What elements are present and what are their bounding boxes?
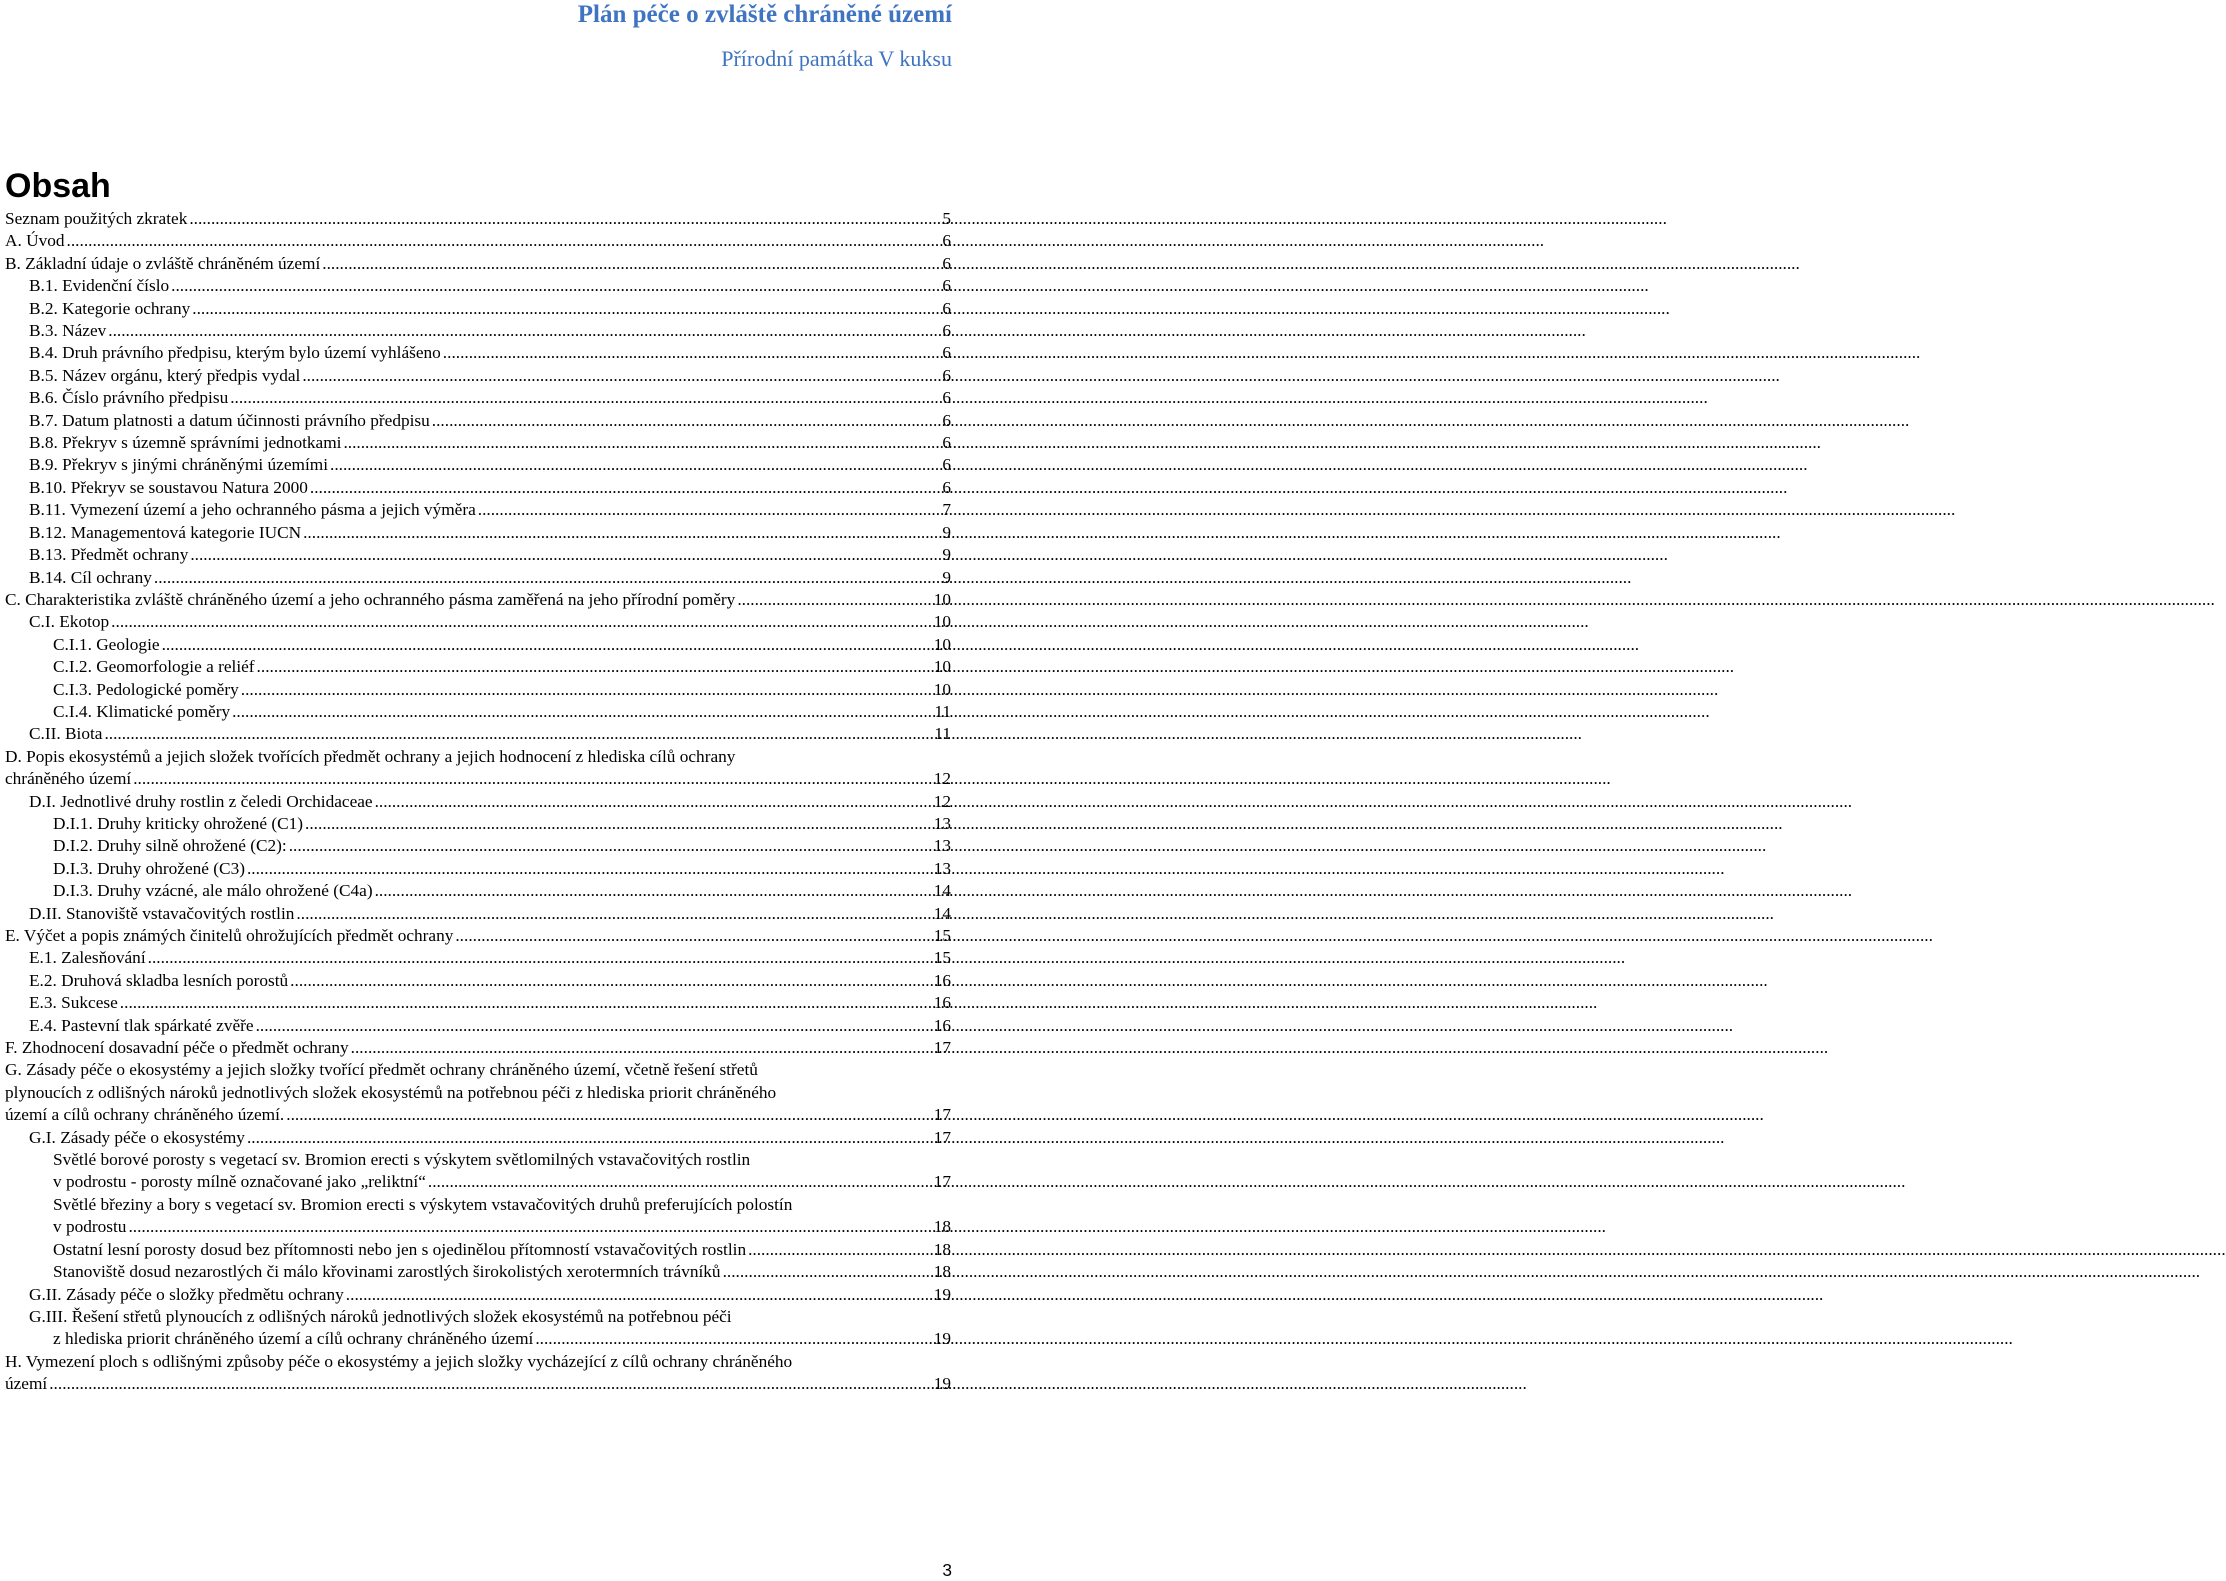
toc-entry-title: území a cílů ochrany chráněného území. [5, 1105, 285, 1125]
toc-entry-title: B.7. Datum platnosti a datum účinnosti právního předpisu [29, 410, 430, 430]
toc-entry[interactable] [5, 634, 951, 656]
table-of-contents [5, 208, 951, 1396]
toc-entry-page: 11 [934, 724, 951, 744]
dot-leader [241, 679, 932, 701]
dot-leader [303, 522, 940, 544]
toc-entry-page: 6 [942, 231, 951, 251]
toc-entry-title: A. Úvod [5, 231, 65, 251]
toc-entry[interactable] [5, 253, 951, 275]
toc-entry-title: Stanoviště dosud nezarostlých či málo křovinami zarostlých širokolistých xerotermních trávníků [53, 1262, 721, 1282]
dot-leader [290, 970, 932, 992]
dot-leader [256, 1015, 932, 1037]
toc-entry-title: F. Zhodnocení dosavadní péče o předmět ochrany [5, 1038, 349, 1058]
dot-leader [737, 589, 931, 611]
toc-entry-page: 15 [933, 926, 951, 945]
toc-entry-line: Světlé borové porosty s vegetací sv. Bromion erecti s výskytem světlomilných vstavačovitých rostlin [53, 1150, 751, 1170]
toc-entry-page: 18 [933, 1262, 951, 1282]
dot-leader [443, 342, 941, 364]
toc-entry-page: 17 [933, 1127, 951, 1147]
toc-entry-page: 6 [942, 455, 951, 475]
dot-leader [247, 1127, 932, 1149]
dot-leader [351, 1037, 932, 1059]
toc-entry[interactable] [5, 925, 951, 947]
dot-leader [192, 298, 940, 320]
toc-entry[interactable] [5, 611, 951, 633]
dot-leader [128, 1216, 931, 1238]
toc-entry-title: D.I.3. Druhy ohrožené (C3) [53, 858, 245, 878]
toc-entry-title: chráněného území [5, 769, 132, 789]
dot-leader [148, 947, 932, 969]
toc-entry-title: G.I. Zásady péče o ekosystémy [29, 1127, 245, 1147]
toc-entry[interactable] [5, 947, 951, 969]
toc-entry-page: 6 [942, 321, 951, 341]
toc-entry-page: 12 [933, 769, 951, 789]
dot-leader [104, 723, 932, 745]
toc-entry-page: 14 [933, 903, 951, 923]
toc-entry-title: D.I.3. Druhy vzácné, ale málo ohrožené (C4a) [53, 881, 373, 901]
toc-entry-page: 11 [934, 701, 951, 721]
toc-entry[interactable] [5, 544, 951, 566]
toc-entry-page: 13 [933, 836, 951, 856]
toc-entry-title: B.9. Překryv s jinými chráněnými územími [29, 455, 329, 475]
dot-leader [305, 813, 932, 835]
toc-entry-line: H. Vymezení ploch s odlišnými způsoby péče o ekosystémy a jejich složky vycházející z cílů ochrany chráněného [5, 1351, 793, 1371]
toc-entry[interactable] [5, 342, 951, 364]
toc-entry[interactable] [5, 230, 951, 252]
toc-entry-title: C.I.2. Geomorfologie a reliéf [53, 657, 255, 677]
toc-entry[interactable] [5, 432, 951, 454]
toc-entry-line: plynoucích z odlišných nároků jednotlivých složek ekosystémů na potřebnou péči z hlediska priorit chráněného [5, 1082, 777, 1102]
toc-entry[interactable] [5, 522, 951, 544]
toc-entry[interactable] [5, 835, 951, 857]
toc-entry[interactable] [5, 365, 951, 387]
toc-entry[interactable] [5, 1127, 951, 1149]
dot-leader [171, 275, 940, 297]
toc-entry-page: 19 [933, 1374, 951, 1394]
toc-entry[interactable] [5, 1351, 951, 1396]
toc-entry-title: B.5. Název orgánu, který předpis vydal [29, 365, 301, 385]
toc-entry-page: 17 [933, 1038, 951, 1058]
toc-entry-title: C.II. Biota [29, 724, 103, 744]
toc-entry-title: B.3. Název [29, 321, 107, 341]
dot-leader [432, 410, 941, 432]
dot-leader [330, 454, 940, 476]
toc-entry-title: E.1. Zalesňování [29, 948, 146, 968]
toc-entry-page: 6 [942, 388, 951, 408]
toc-entry[interactable] [5, 746, 951, 791]
toc-entry-page: 19 [933, 1329, 951, 1349]
toc-entry-line: D. Popis ekosystémů a jejich složek tvořících předmět ochrany a jejich hodnocení z hlediska cílů ochrany [5, 746, 736, 766]
dot-leader [111, 611, 932, 633]
dot-leader [154, 567, 940, 589]
toc-entry-title: E.4. Pastevní tlak spárkaté zvěře [29, 1015, 254, 1035]
toc-entry-title: v podrostu [53, 1217, 127, 1237]
dot-leader [310, 477, 940, 499]
dot-leader [162, 634, 932, 656]
toc-entry-page: 10 [933, 657, 951, 677]
toc-entry-title: C. Charakteristika zvláště chráněného území a jeho ochranného pásma zaměřená na jeho přírodní poměry [5, 589, 736, 609]
dot-leader [346, 1284, 932, 1306]
toc-entry-title: B.13. Předmět ochrany [29, 545, 189, 565]
toc-entry-title: území [5, 1374, 48, 1394]
toc-entry[interactable] [5, 477, 951, 499]
toc-entry[interactable] [5, 410, 951, 432]
toc-entry-page: 9 [942, 545, 951, 565]
dot-leader [375, 880, 932, 902]
dot-leader [535, 1328, 931, 1350]
toc-entry-title: D.I.1. Druhy kriticky ohrožené (C1) [53, 813, 304, 833]
dot-leader [247, 858, 932, 880]
dot-leader [286, 1104, 931, 1126]
toc-entry[interactable] [5, 813, 951, 835]
toc-entry[interactable] [5, 1306, 951, 1351]
dot-leader [232, 701, 932, 723]
toc-entry-page: 6 [942, 276, 951, 296]
dot-leader [49, 1373, 931, 1395]
toc-entry[interactable] [5, 567, 951, 589]
dot-leader [108, 320, 940, 342]
dot-leader [748, 1239, 932, 1261]
toc-entry[interactable] [5, 1239, 951, 1261]
dot-leader [133, 768, 932, 790]
toc-entry-title: z hlediska priorit chráněného území a cílů ochrany chráněného území [53, 1329, 534, 1349]
dot-leader [375, 791, 932, 813]
toc-heading: Obsah [5, 167, 111, 205]
toc-entry-title: B.14. Cíl ochrany [29, 567, 152, 587]
toc-entry[interactable] [5, 970, 951, 992]
toc-entry-page: 6 [942, 433, 951, 453]
dot-leader [455, 925, 931, 947]
dot-leader [322, 253, 940, 275]
toc-entry-page: 10 [933, 612, 951, 632]
dot-leader [723, 1261, 932, 1283]
page-number: 3 [942, 1560, 952, 1580]
toc-entry-line: G. Zásady péče o ekosystémy a jejich složky tvořící předmět ochrany chráněného území, včetně řešení střetů [5, 1060, 758, 1080]
toc-entry-line: G.III. Řešení střetů plynoucích z odlišných nároků jednotlivých složek ekosystémů na potřebnou péči [29, 1306, 732, 1326]
toc-entry-page: 7 [942, 500, 951, 520]
toc-entry-title: D.I.2. Druhy silně ohrožené (C2): [53, 836, 287, 856]
toc-entry[interactable] [5, 1261, 951, 1283]
toc-entry-page: 14 [933, 881, 951, 901]
toc-entry[interactable] [5, 656, 951, 678]
dot-leader [289, 835, 932, 857]
toc-entry[interactable] [5, 1284, 951, 1306]
toc-entry[interactable] [5, 320, 951, 342]
toc-entry[interactable] [5, 903, 951, 925]
dot-leader [302, 365, 940, 387]
toc-entry[interactable] [5, 589, 951, 611]
dot-leader [190, 544, 940, 566]
toc-entry-title: v podrostu - porosty mílně označované jako „reliktní“ [53, 1172, 426, 1192]
toc-entry-page: 6 [942, 477, 951, 497]
toc-entry[interactable] [5, 723, 951, 745]
dot-leader [257, 656, 932, 678]
toc-entry-page: 6 [942, 253, 951, 273]
toc-entry-line: Světlé březiny a bory s vegetací sv. Bromion erecti s výskytem vstavačovitých druhů preferujících polostín [53, 1194, 793, 1214]
document-subtitle: Přírodní památka V kuksu [721, 46, 952, 71]
dot-leader [230, 387, 940, 409]
document-title: Plán péče o zvláště chráněné území [577, 1, 952, 28]
toc-entry-page: 18 [933, 1217, 951, 1237]
toc-entry-page: 12 [933, 791, 951, 811]
toc-entry[interactable] [5, 679, 951, 701]
toc-entry-page: 17 [933, 1172, 951, 1192]
toc-entry-page: 6 [942, 298, 951, 318]
dot-leader [189, 208, 940, 230]
toc-entry[interactable] [5, 387, 951, 409]
toc-entry-page: 13 [933, 858, 951, 878]
toc-entry-page: 10 [933, 679, 951, 699]
toc-entry[interactable] [5, 1194, 951, 1239]
toc-entry[interactable] [5, 1149, 951, 1194]
toc-entry-page: 6 [942, 410, 951, 430]
toc-entry-title: C.I.3. Pedologické poměry [53, 679, 239, 699]
page-header [578, 0, 952, 72]
toc-entry-page: 15 [933, 948, 951, 968]
dot-leader [296, 903, 931, 925]
toc-entry-page: 9 [942, 567, 951, 587]
toc-entry[interactable] [5, 1037, 951, 1059]
toc-entry-page: 10 [933, 634, 951, 654]
toc-entry-title: G.II. Zásady péče o složky předmětu ochrany [29, 1284, 344, 1304]
toc-entry-page: 6 [942, 343, 951, 363]
toc-entry[interactable] [5, 454, 951, 476]
dot-leader [67, 230, 941, 252]
toc-entry-page: 9 [942, 522, 951, 542]
toc-entry-page: 19 [933, 1284, 951, 1304]
toc-entry-page: 10 [933, 589, 951, 609]
toc-entry-page: 6 [942, 365, 951, 385]
toc-entry-title: B. Základní údaje o zvláště chráněném území [5, 253, 321, 273]
toc-entry-title: E.3. Sukcese [29, 993, 118, 1013]
toc-entry-title: C.I.1. Geologie [53, 634, 160, 654]
toc-entry-title: D.II. Stanoviště vstavačovitých rostlin [29, 903, 295, 923]
toc-entry[interactable] [5, 499, 951, 521]
toc-entry[interactable] [5, 275, 951, 297]
toc-entry-page: 16 [933, 1015, 951, 1035]
toc-entry-title: Seznam použitých zkratek [5, 209, 188, 228]
toc-entry-title: B.2. Kategorie ochrany [29, 298, 191, 318]
toc-entry-page: 5 [942, 209, 951, 228]
toc-entry[interactable] [5, 208, 951, 230]
toc-entry[interactable] [5, 1059, 951, 1126]
toc-entry[interactable] [5, 701, 951, 723]
toc-entry-page: 16 [933, 970, 951, 990]
toc-entry[interactable] [5, 858, 951, 880]
toc-entry-title: C.I.4. Klimatické poměry [53, 701, 231, 721]
toc-entry-page: 17 [933, 1105, 951, 1125]
toc-entry-page: 18 [933, 1239, 951, 1259]
toc-entry[interactable] [5, 791, 951, 813]
toc-entry-title: B.11. Vymezení území a jeho ochranného pásma a jejich výměra [29, 500, 476, 520]
toc-entry-title: E.2. Druhová skladba lesních porostů [29, 970, 289, 990]
dot-leader [428, 1171, 932, 1193]
toc-entry[interactable] [5, 1015, 951, 1037]
toc-entry-title: C.I. Ekotop [29, 612, 110, 632]
toc-entry-title: B.1. Evidenční číslo [29, 276, 170, 296]
dot-leader [343, 432, 940, 454]
toc-entry-title: Ostatní lesní porosty dosud bez přítomnosti nebo jen s ojedinělou přítomností vstavačovitých rostlin [53, 1239, 747, 1259]
toc-entry-title: D.I. Jednotlivé druhy rostlin z čeledi Orchidaceae [29, 791, 373, 811]
toc-entry-title: B.10. Překryv se soustavou Natura 2000 [29, 477, 308, 497]
toc-entry-title: B.8. Překryv s územně správními jednotkami [29, 433, 342, 453]
toc-entry-title: B.4. Druh právního předpisu, kterým bylo území vyhlášeno [29, 343, 441, 363]
dot-leader [478, 499, 941, 521]
toc-entry-page: 16 [933, 993, 951, 1013]
toc-entry[interactable] [5, 992, 951, 1014]
toc-entry-title: E. Výčet a popis známých činitelů ohrožujících předmět ochrany [5, 926, 454, 945]
toc-entry-page: 13 [933, 813, 951, 833]
toc-entry[interactable] [5, 880, 951, 902]
dot-leader [120, 992, 932, 1014]
toc-entry[interactable] [5, 298, 951, 320]
toc-entry-title: B.6. Číslo právního předpisu [29, 388, 229, 408]
toc-entry-title: B.12. Managementová kategorie IUCN [29, 522, 302, 542]
